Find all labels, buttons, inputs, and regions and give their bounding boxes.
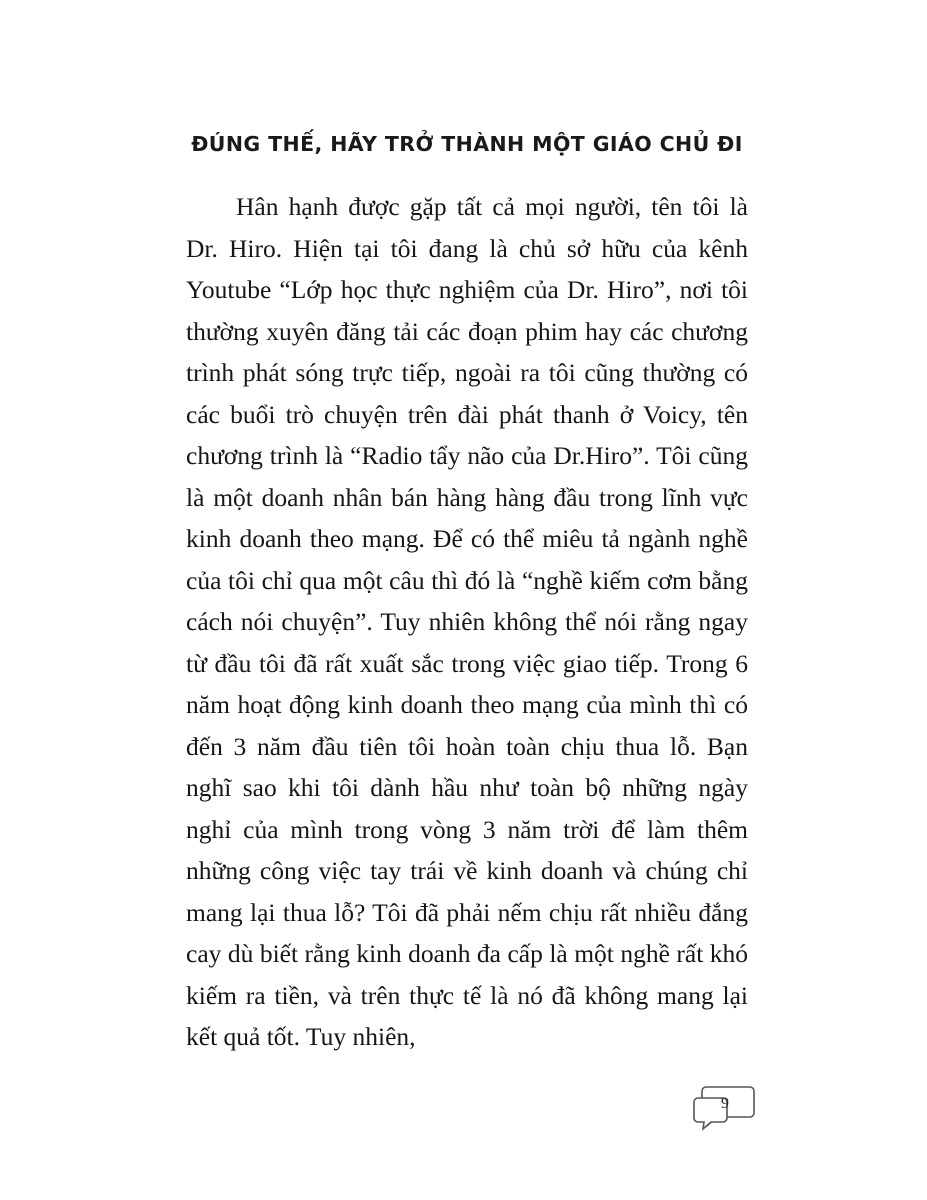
- body-paragraph: Hân hạnh được gặp tất cả mọi người, tên tôi là Dr. Hiro. Hiện tại tôi đang là chủ sở hữu của kênh Youtube “Lớp học thực nghiệm của Dr. Hiro”, nơi tôi thường xuyên đăng tải các đoạn phim hay các chương trình phát sóng trực tiếp, ngoài ra tôi cũng thường có các buổi trò chuyện trên đài phát thanh ở Voicy, tên chương trình là “Radio tẩy não của Dr.Hiro”. Tôi cũng là một doanh nhân bán hàng hàng đầu trong lĩnh vực kinh doanh theo mạng. Để có thể miêu tả ngành nghề của tôi chỉ qua một câu thì đó là “nghề kiếm cơm bằng cách nói chuyện”. Tuy nhiên không thể nói rằng ngay từ đầu tôi đã rất xuất sắc trong việc giao tiếp. Trong 6 năm hoạt động kinh doanh theo mạng của mình thì có đến 3 năm đầu tiên tôi hoàn toàn chịu thua lỗ. Bạn nghĩ sao khi tôi dành hầu như toàn bộ những ngày nghỉ của mình trong vòng 3 năm trời để làm thêm những công việc tay trái về kinh doanh và chúng chỉ mang lại thua lỗ? Tôi đã phải nếm chịu rất nhiều đắng cay dù biết rằng kinh doanh đa cấp là một nghề rất khó kiếm ra tiền, và trên thực tế là nó đã không mang lại kết quả tốt. Tuy nhiên,: [186, 192, 748, 1051]
- chapter-title: ĐÚNG THẾ, HÃY TRỞ THÀNH MỘT GIÁO CHỦ ĐI: [191, 132, 743, 156]
- page-footer: [693, 1084, 755, 1132]
- page-number: 9: [721, 1095, 729, 1112]
- page-content: [186, 132, 748, 1058]
